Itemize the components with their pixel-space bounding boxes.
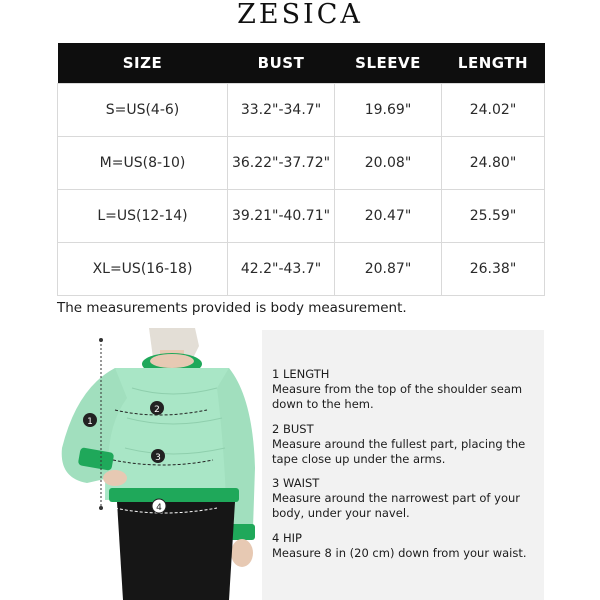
marker-4 [152, 499, 166, 513]
guide-title: 3 WAIST [272, 476, 320, 490]
header-sleeve: SLEEVE [335, 43, 442, 83]
guide-bust [272, 422, 537, 467]
svg-text:3: 3 [155, 453, 161, 463]
header-bust: BUST [228, 43, 335, 83]
cell-bust: 33.2"-34.7" [228, 83, 335, 136]
guide-title: 2 BUST [272, 422, 314, 436]
guide-hip [272, 531, 537, 561]
cell-sleeve: 19.69" [335, 83, 442, 136]
cell-size: L=US(12-14) [58, 189, 228, 242]
cell-size: XL=US(16-18) [58, 242, 228, 295]
cell-size: S=US(4-6) [58, 83, 228, 136]
measurement-note: The measurements provided is body measurement. [57, 300, 407, 316]
table-header-row [58, 43, 545, 83]
svg-text:2: 2 [154, 405, 160, 415]
cell-sleeve: 20.87" [335, 242, 442, 295]
guide-description: Measure from the top of the shoulder seam down to the hem. [272, 382, 523, 411]
guide-length [272, 367, 537, 412]
table-row [58, 136, 545, 189]
cell-sleeve: 20.47" [335, 189, 442, 242]
marker-1 [83, 413, 97, 427]
guide-description: Measure around the narrowest part of your body, under your navel. [272, 491, 520, 520]
cell-length: 25.59" [442, 189, 545, 242]
model-illustration [57, 328, 262, 600]
cell-length: 26.38" [442, 242, 545, 295]
cell-sleeve: 20.08" [335, 136, 442, 189]
table-row [58, 189, 545, 242]
header-length: LENGTH [442, 43, 545, 83]
guide-waist [272, 476, 537, 521]
guide-description: Measure 8 in (20 cm) down from your waist. [272, 546, 527, 560]
cell-bust: 42.2"-43.7" [228, 242, 335, 295]
size-chart-table [57, 43, 545, 296]
cell-length: 24.80" [442, 136, 545, 189]
cell-length: 24.02" [442, 83, 545, 136]
guide-title: 1 LENGTH [272, 367, 330, 381]
svg-text:4: 4 [156, 503, 162, 513]
model-photo [57, 328, 262, 600]
svg-text:1: 1 [87, 417, 93, 427]
marker-2 [150, 401, 164, 415]
measurement-guide-panel [262, 330, 544, 600]
table-row [58, 83, 545, 136]
guide-description: Measure around the fullest part, placing the tape close up under the arms. [272, 437, 526, 466]
table-row [58, 242, 545, 295]
brand-logo: ZESICA [237, 0, 363, 30]
header-size: SIZE [58, 43, 228, 83]
guide-title: 4 HIP [272, 531, 302, 545]
cell-bust: 39.21"-40.71" [228, 189, 335, 242]
marker-3 [151, 449, 165, 463]
cell-bust: 36.22"-37.72" [228, 136, 335, 189]
cell-size: M=US(8-10) [58, 136, 228, 189]
